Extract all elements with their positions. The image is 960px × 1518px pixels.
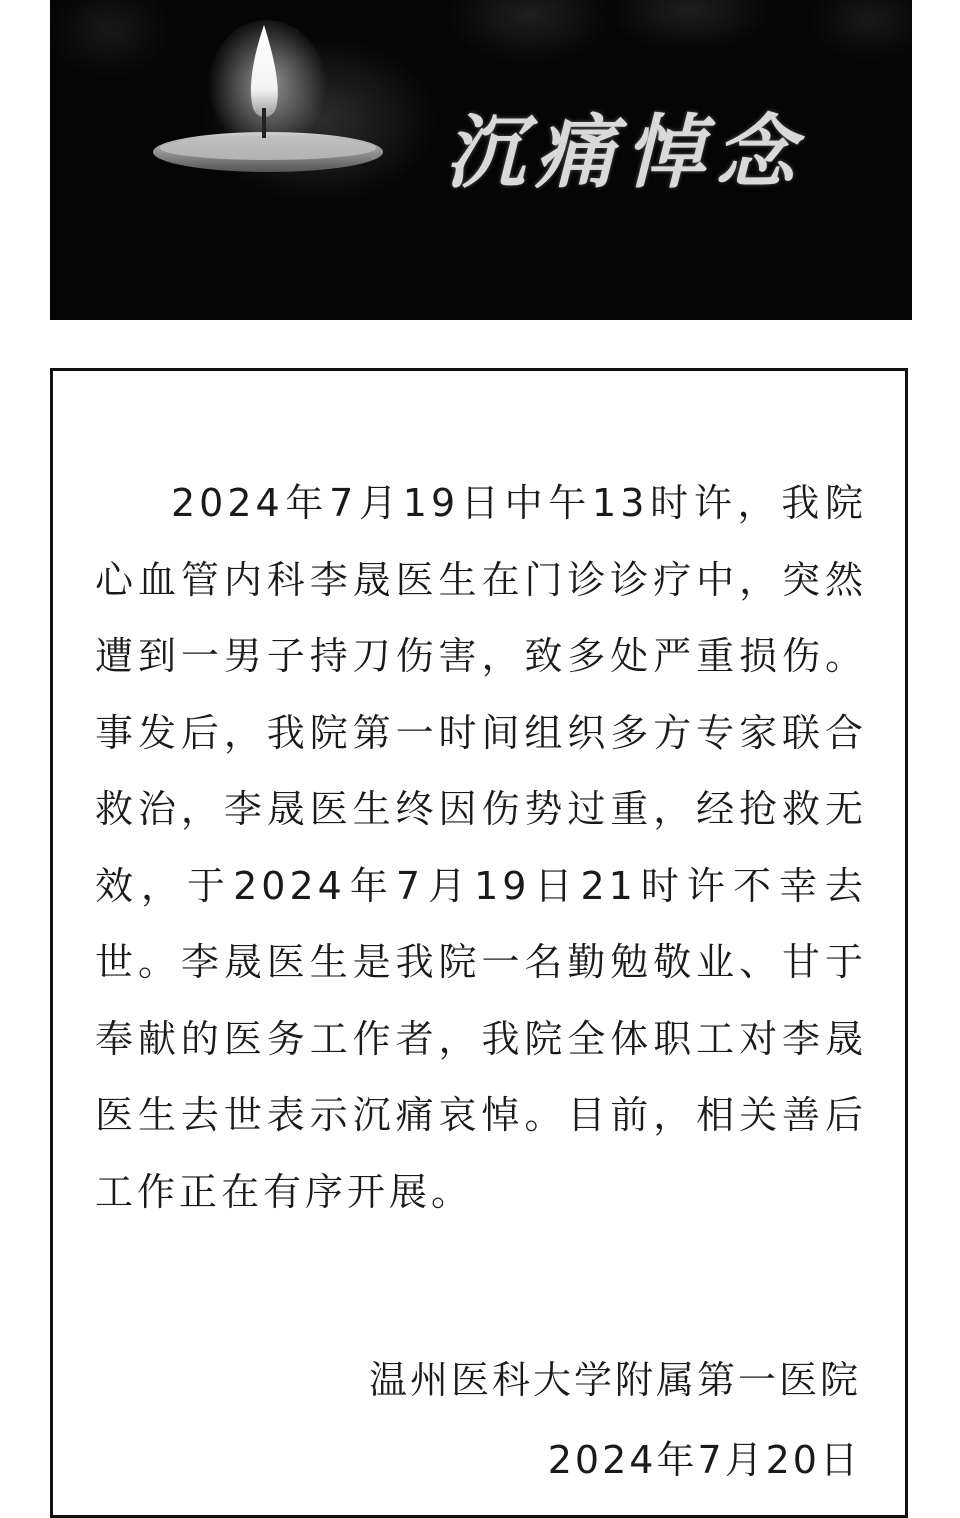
issuing-organization: 温州医科大学附属第一医院 [368, 1358, 861, 1402]
issue-date: 2024年7月20日 [547, 1438, 861, 1482]
notice-body: 2024年7月19日中午13时许，我院心血管内科李晟医生在门诊诊疗中，突然遭到一男子持刀伤害，致多处严重损伤。事发后，我院第一时间组织多方专家联合救治，李晟医生终因伤势过重，经抢救无效，于2024年7月19日21时许不幸去世。李晟医生是我院一名勤勉敬业、甘于奉献的医务工作者，我院全体职工对李晟医生去世表示沉痛哀悼。目前，相关善后工作正在有序开展。 [95, 481, 867, 1214]
banner-title: 沉痛悼念 [445, 105, 805, 199]
notice-frame [50, 368, 908, 1518]
candle-icon [150, 20, 390, 180]
memorial-banner [50, 0, 912, 320]
